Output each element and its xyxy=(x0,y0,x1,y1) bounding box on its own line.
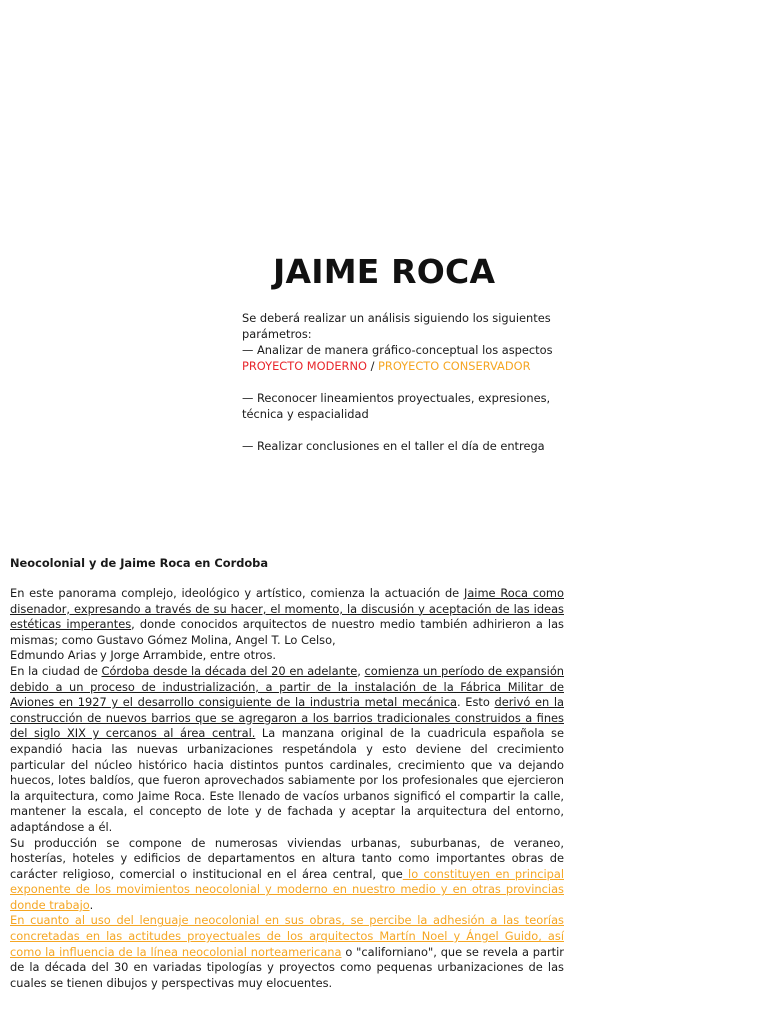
paragraph-2 xyxy=(10,664,564,836)
p1-underlined: aime Roca como disenador, expresando a través de su hacer, el momento, la discusión y aceptación de las ideas estéticas imperantes xyxy=(10,586,564,632)
instruction-analyze-text: — Analizar de manera gráfico-conceptual los aspectos xyxy=(242,343,553,357)
p4-link[interactable]: En cuanto al uso del lenguaje neocolonial en sus obras, se percibe la adhesión a las teorías concretadas en las actitudes proyectuales de los arquitectos Martín Noel y Ángel Guido, así como la influencia de la línea neocolonial norteamericana xyxy=(10,913,564,959)
p3-text-b: . xyxy=(89,897,94,912)
instruction-recognize: — Reconocer lineamientos proyectuales, expresiones, técnica y espacialidad xyxy=(242,391,551,421)
p1-text-c: Edmundo Arias y Jorge Arrambide, entre otros. xyxy=(10,648,277,663)
p2-underlined-3: derivó en la construcción de nuevos barrios que se agregaron a los barrios tradicionales construidos a fines del siglo XIX y cercanos al área central. xyxy=(10,695,565,741)
p2-underlined-2: comienza un período de expansión debido a un proceso de industrialización, a partir de la instalación de la Fábrica Militar de Aviones en 1927 y el desarrollo consiguiente de la industria metal mecánica xyxy=(10,663,565,710)
p2-text-d: La manzana original de la cuadricula española se expandió hacia las nuevas urbanizaciones respetándola y esto deviene del crecimiento particular del núcleo histórico hacia distintos puntos cardinales, crecimiento que va dejando huecos, lotes baldíos, que fueron aprovechados sabiamente por los profesionales que ejercieron la arquitectura, como Jaime Roca. Este llenado de vacíos urbanos significó el compartir la calle, mantener la escala, el concepto de lote y de fachada y aceptar la arquitectura del entorno, adaptándose a él. xyxy=(10,726,564,834)
p1-text-a: En este panorama complejo, ideológico y artístico, comienza la actuación de J xyxy=(10,586,468,600)
p3-text-a: Su producción se compone de numerosas viviendas urbanas, suburbanas, de veraneo, hosterías, hoteles y edificios de departamentos en altura tanto como importantes obras de carácter religioso, comercial o institucional en el área central, que xyxy=(10,835,564,881)
separator: / xyxy=(366,359,379,373)
instructions-intro: Se deberá realizar un análisis siguiendo los siguientes parámetros: xyxy=(242,311,551,341)
paragraph-3 xyxy=(10,836,564,914)
p2-text-a: En la ciudad de xyxy=(10,663,102,678)
p2-underlined-1: Córdoba desde la década del 20 en adelante xyxy=(101,663,358,678)
proyecto-moderno-label: PROYECTO MODERNO xyxy=(242,359,367,373)
paragraph-4 xyxy=(10,913,564,991)
instruction-analyze xyxy=(242,342,572,374)
instruction-conclude: — Realizar conclusiones en el taller el día de entrega xyxy=(242,439,545,453)
p1-text-b: , donde conocidos arquitectos de nuestro medio también adhirieron a las mismas; como Gustavo Gómez Molina, Angel T. Lo Celso, xyxy=(10,617,564,647)
section-heading: Neocolonial y de Jaime Roca en Cordoba xyxy=(10,556,269,570)
p2-text-c: . Esto xyxy=(456,695,495,710)
proyecto-conservador-label: PROYECTO CONSERVADOR xyxy=(378,359,531,373)
body-text xyxy=(10,586,564,991)
page-title: JAIME ROCA xyxy=(273,252,496,291)
instructions-block xyxy=(242,310,572,454)
p3-link[interactable]: lo constituyen en principal exponente de los movimientos neocolonial y moderno en nuestro medio y en otras provincias donde trabajo xyxy=(10,866,564,912)
paragraph-1 xyxy=(10,586,564,664)
p4-text-b: o "californiano", que se revela a partir de la década del 30 en variadas tipologías y proyectos como pequenas urbanizaciones de las cuales se tienen dibujos y perspectivas muy elocuentes. xyxy=(10,944,564,990)
p2-text-b: , xyxy=(357,663,365,678)
